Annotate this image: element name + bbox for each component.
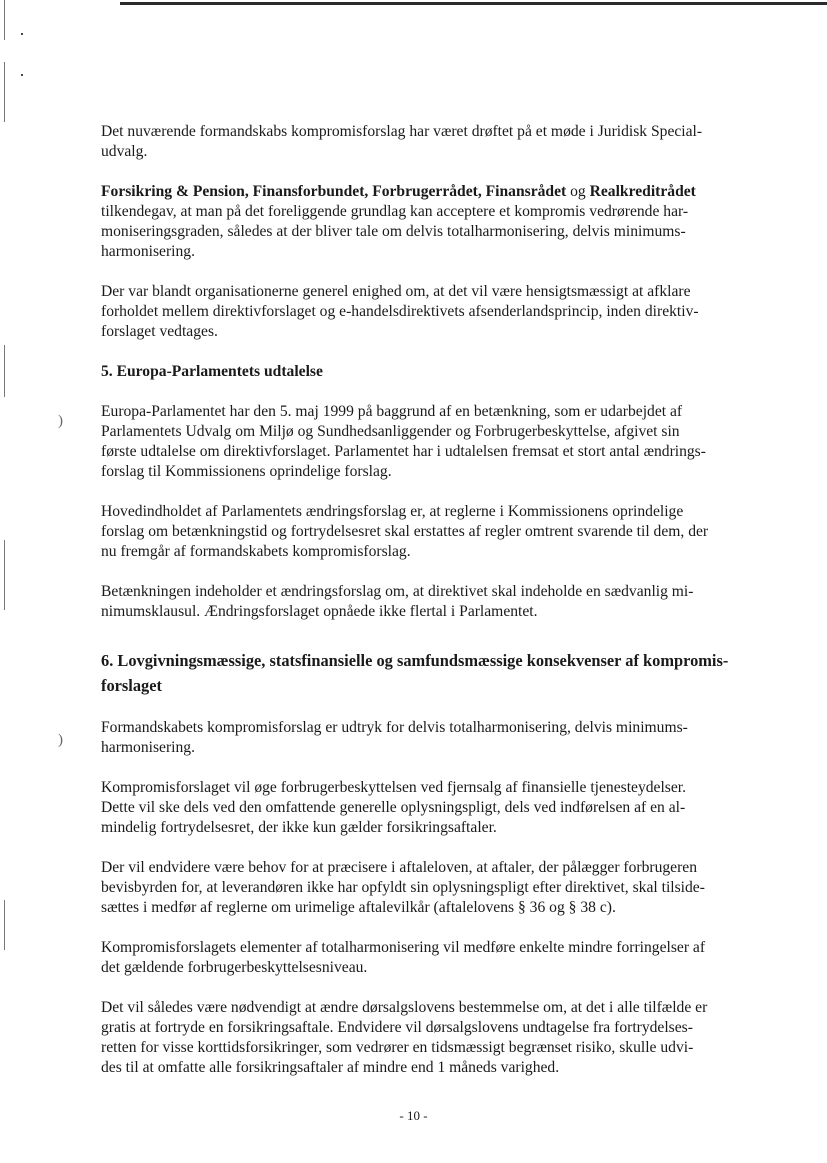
paragraph-line: Det nuværende formandskabs kompromisforslag har været drøftet på et møde i Juridisk Special- — [101, 123, 703, 140]
paragraph-line: nimumsklausul. Ændringsforslaget opnåede ikke flertal i Parlamentet. — [101, 603, 538, 620]
section-heading-line: 6. Lovgivningsmæssige, statsfinansielle og samfundsmæssige konsekvenser af kompromis- — [101, 651, 729, 670]
left-scan-mark — [4, 62, 5, 122]
scan-speck — [21, 33, 23, 35]
paragraph-line: Hovedindholdet af Parlamentets ændringsforslag er, at reglerne i Kommissionens oprindelige — [101, 503, 684, 520]
paragraph-line: det gældende forbrugerbeskyttelsesniveau. — [101, 959, 368, 976]
paragraph-line: gratis at fortryde en forsikringsaftale. Endvidere vil dørsalgslovens undtagelse fra fortrydelses- — [101, 1019, 693, 1036]
scan-punch-mark: ) — [58, 413, 63, 429]
paragraph-line: Der vil endvidere være behov for at præcisere i aftaleloven, at aftaler, der pålægger forbrugeren — [101, 859, 698, 876]
section-heading-text: 5. Europa-Parlamentets udtalelse — [101, 363, 323, 380]
paragraph-line: nu fremgår af formandskabets kompromisforslag. — [101, 543, 411, 560]
paragraph-line: moniseringsgraden, således at der bliver tale om delvis totalharmonisering, delvis minimums- — [101, 223, 686, 240]
paragraph-line: harmonisering. — [101, 739, 195, 756]
section-heading — [101, 648, 759, 698]
paragraph-line: første udtalelse om direktivforslaget. Parlamentet har i udtalelsen fremsat et stort antal ændrings- — [101, 443, 706, 460]
organisation-names: Forsikring & Pension, Finansforbundet, Forbrugerrådet, Finansrådet — [101, 183, 567, 200]
paragraph-line: udvalg. — [101, 143, 148, 160]
paragraph-line: Formandskabets kompromisforslag er udtryk for delvis totalharmonisering, delvis minimums- — [101, 719, 688, 736]
paragraph — [101, 998, 759, 1078]
left-scan-mark — [4, 540, 5, 610]
paragraph-line: retten for visse korttidsforsikringer, som vedrører en tidsmæssigt begrænset risiko, skulle udvi- — [101, 1039, 694, 1056]
paragraph — [101, 718, 759, 758]
paragraph — [101, 402, 759, 482]
paragraph-line: Dette vil ske dels ved den omfattende generelle oplysningspligt, dels ved indførelsen af en al- — [101, 799, 686, 816]
paragraph — [101, 858, 759, 918]
paragraph — [101, 122, 759, 162]
paragraph — [101, 938, 759, 978]
page-number: - 10 - — [399, 1108, 428, 1123]
left-scan-mark — [4, 345, 5, 397]
paragraph-line: forslag om betænkningstid og fortrydelsesret skal erstattes af regler omtrent svarende til dem, der — [101, 523, 709, 540]
paragraph — [101, 182, 759, 262]
paragraph-line — [101, 182, 759, 202]
paragraph-line: tilkendegav, at man på det foreliggende grundlag kan acceptere et kompromis vedrørende har- — [101, 203, 689, 220]
paragraph-line: bevisbyrden for, at leverandøren ikke har opfyldt sin oplysningspligt efter direktivet, skal tilside- — [101, 879, 705, 896]
paragraph-line: Parlamentets Udvalg om Miljø og Sundhedsanliggender og Forbrugerbeskyttelse, afgivet sin — [101, 423, 680, 440]
paragraph-line: Der var blandt organisationerne generel enighed om, at det vil være hensigtsmæssigt at afklare — [101, 283, 691, 300]
top-scan-border — [120, 2, 827, 5]
paragraph-line: sættes i medfør af reglerne om urimelige aftalevilkår (aftalelovens § 36 og § 38 c). — [101, 899, 616, 916]
conjunction: og — [566, 183, 590, 200]
paragraph-line: Kompromisforslagets elementer af totalharmonisering vil medføre enkelte mindre forringelser af — [101, 939, 706, 956]
organisation-name: Realkreditrådet — [589, 183, 696, 200]
paragraph-line: harmonisering. — [101, 243, 195, 260]
left-scan-mark — [4, 900, 5, 950]
paragraph-line: forholdet mellem direktivforslaget og e-handelsdirektivets afsenderlandsprincip, inden direktiv- — [101, 303, 699, 320]
section-heading-line: forslaget — [101, 676, 162, 695]
left-scan-mark — [4, 0, 5, 40]
scan-punch-mark: ) — [58, 732, 63, 748]
paragraph-line: des til at omfatte alle forsikringsaftaler af mindre end 1 måneds varighed. — [101, 1059, 560, 1076]
paragraph-line: Europa-Parlamentet har den 5. maj 1999 på baggrund af en betænkning, som er udarbejdet af — [101, 403, 683, 420]
paragraph-line: forslag til Kommissionens oprindelige forslag. — [101, 463, 392, 480]
paragraph — [101, 282, 759, 342]
paragraph-line: forslaget vedtages. — [101, 323, 218, 340]
paragraph-line: Det vil således være nødvendigt at ændre dørsalgslovens bestemmelse om, at det i alle tilfælde er — [101, 999, 708, 1016]
paragraph-line: Kompromisforslaget vil øge forbrugerbeskyttelsen ved fjernsalg af finansielle tjenesteydelser. — [101, 779, 687, 796]
scan-speck — [21, 74, 23, 76]
paragraph-line: Betænkningen indeholder et ændringsforslag om, at direktivet skal indeholde en sædvanlig mi- — [101, 583, 694, 600]
paragraph — [101, 582, 759, 622]
paragraph — [101, 778, 759, 838]
section-heading — [101, 362, 759, 382]
paragraph — [101, 502, 759, 562]
paragraph-line: mindelig fortrydelsesret, der ikke kun gælder forsikringsaftaler. — [101, 819, 497, 836]
document-body — [101, 122, 759, 1098]
